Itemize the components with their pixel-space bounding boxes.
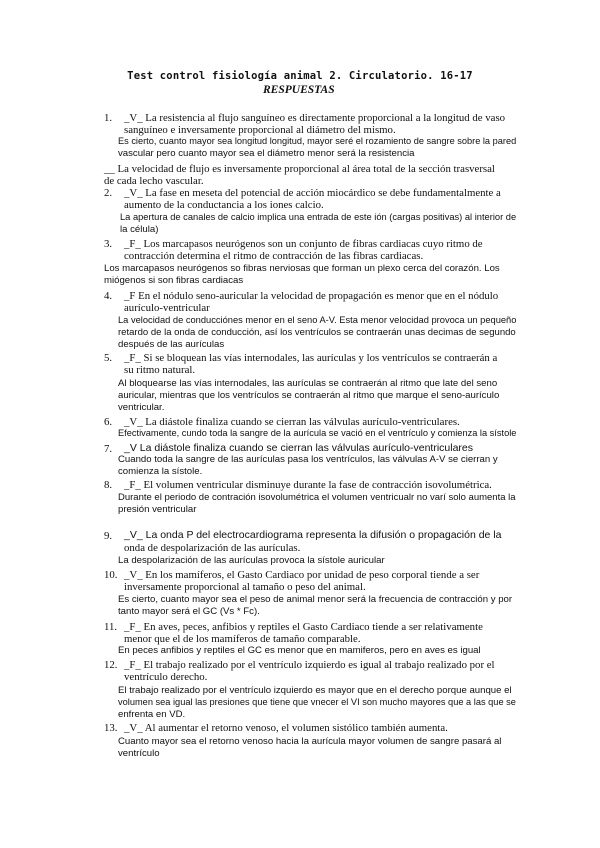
question-line: _V_ La resistencia al flujo sanguíneo es directamente proporcional a la longitud de vaso [124, 112, 506, 124]
item-number: 3. [104, 238, 113, 250]
question-line: onda de despolarización de las aurículas. [124, 542, 301, 554]
answer-line: El trabajo realizado por el ventrículo izquierdo es mayor que en el derecho porque aunque el [118, 685, 512, 696]
question-line: su ritmo natural. [124, 364, 196, 376]
answer-line: Los marcapasos neurógenos so fibras nerviosas que forman un plexo cerca del corazón. Los [104, 263, 500, 274]
answer-line: tanto mayor será el GC (Vs * Fc). [118, 606, 260, 617]
question-line: _F En el nódulo seno-auricular la velocidad de propagación es menor que en el nódulo [124, 290, 499, 302]
answer-line: Cuando toda la sangre de las aurículas pasa los ventrículos, las válvulas A-V se cierran y [118, 454, 498, 465]
answer-line: En peces anfibios y reptiles el GC es menor que en mamiferos, pero en aves es igual [118, 645, 481, 656]
answer-line: después de las aurículas [118, 339, 225, 350]
answer-line: La despolarización de las aurículas provoca la sístole auricular [118, 555, 385, 566]
document-subtitle: RESPUESTAS [263, 84, 335, 96]
question-line: _V_ La onda P del electrocardiograma representa la difusión o propagación de la [124, 529, 502, 541]
question-line: _V_ En los mamíferos, el Gasto Cardiaco por unidad de peso corporal tiende a ser [124, 569, 480, 581]
answer-line: retardo de la onda de conducción, así los ventrículos se contraerán unas decimas de segundo [118, 327, 516, 338]
answer-line: auricular, mientras que los ventrículos se contraerán al ritmo que marque el seno-aurículo [118, 390, 500, 401]
answer-line: La velocidad de conducciónes menor en el seno A-V. Esta menor velocidad provoca un pequeño [118, 315, 517, 326]
question-line: _F_ El trabajo realizado por el ventrículo izquierdo es igual al trabajo realizado por el [124, 659, 495, 671]
answer-line: La apertura de canales de calcio implica una entrada de este ión (cargas positivas) al interior de [120, 212, 517, 223]
answer-line: Al bloquearse las vías internodales, las aurículas se contraerán al ritmo que late del seno [118, 378, 498, 389]
question-line: sanguíneo e inversamente proporcional al diámetro del mismo. [124, 124, 396, 136]
question-line: _F_ El volumen ventricular disminuye durante la fase de contracción isovolumétrica. [124, 479, 492, 491]
answer-line: Es cierto, cuanto mayor sea longitud longitud, mayor seré el rozamiento de sangre sobre la pared [118, 136, 517, 147]
item-number: 10. [104, 569, 118, 581]
answer-line: Cuanto mayor sea el retorno venoso hacia la aurícula mayor volumen de sangre pasará al [118, 736, 502, 747]
question-line: contracción determina el ritmo de contracción de las fibras cardiacas. [124, 250, 424, 262]
answer-line: vascular pero cuanto mayor sea el diámetro menor será la resistencia [118, 148, 415, 159]
answer-line: la célula) [120, 224, 159, 235]
question-line: de cada lecho vascular. [104, 175, 204, 187]
item-number: 1. [104, 112, 113, 124]
answer-line: volumen sea igual las presiones que tiene que vnecer el VI son mucho mayores que a las que se [118, 697, 516, 708]
question-line: menor que el de los mamíferos de tamaño comparable. [124, 633, 361, 645]
answer-line: miógenos si son fibras cardiacas [104, 275, 244, 286]
item-number: 4. [104, 290, 113, 302]
question-line: __ La velocidad de flujo es inversamente proporcional al área total de la sección trasversal [104, 163, 495, 175]
question-line: aurículo-ventricular [124, 302, 210, 314]
item-number: 13. [104, 722, 118, 734]
question-line: _F_ En aves, peces, anfibios y reptiles el Gasto Cardiaco tiende a ser relativamente [124, 621, 483, 633]
question-line: _V_ La diástole finaliza cuando se cierran las válvulas aurículo-ventriculares. [124, 416, 460, 428]
answer-line: Efectivamente, cundo toda la sangre de la aurícula se vació en el ventrículo y comienza la sístole [118, 428, 517, 439]
answer-line: Es cierto, cuanto mayor sea el peso de animal menor será la frecuencia de contracción y por [118, 594, 513, 605]
question-line: _F_ Si se bloquean las vías internodales, las aurículas y los ventrículos se contraerán a [124, 352, 498, 364]
question-line: _V La diástole finaliza cuando se cierran las válvulas aurículo-ventriculares [124, 442, 474, 454]
item-number: 7. [104, 443, 113, 455]
item-number: 9. [104, 530, 113, 542]
answer-line: ventrículo [118, 748, 160, 759]
question-line: ventrículo derecho. [124, 671, 208, 683]
answer-line: ventricular. [118, 402, 165, 413]
question-line: inversamente proporcional al tamaño o peso del animal. [124, 581, 366, 593]
item-number: 8. [104, 479, 113, 491]
item-number: 2. [104, 187, 113, 199]
answer-line: comienza la sístole. [118, 466, 203, 477]
question-line: _V_ Al aumentar el retorno venoso, el volumen sistólico también aumenta. [124, 722, 448, 734]
question-line: _V_ La fase en meseta del potencial de acción miocárdico se debe fundamentalmente a [124, 187, 501, 199]
item-number: 11. [104, 621, 118, 633]
question-line: _F_ Los marcapasos neurógenos son un conjunto de fibras cardiacas cuyo ritmo de [124, 238, 483, 250]
answer-line: enfrenta en VD. [118, 709, 186, 720]
document-title: Test control fisiología animal 2. Circulatorio. 16-17 [127, 70, 473, 82]
item-number: 12. [104, 659, 118, 671]
answer-line: presión ventricular [118, 504, 197, 515]
item-number: 6. [104, 416, 113, 428]
item-number: 5. [104, 352, 113, 364]
question-line: aumento de la conductancia a los iones calcio. [124, 199, 324, 211]
answer-line: Durante el periodo de contración isovolumétrica el volumen ventricualr no varí solo aumenta la [118, 492, 516, 503]
